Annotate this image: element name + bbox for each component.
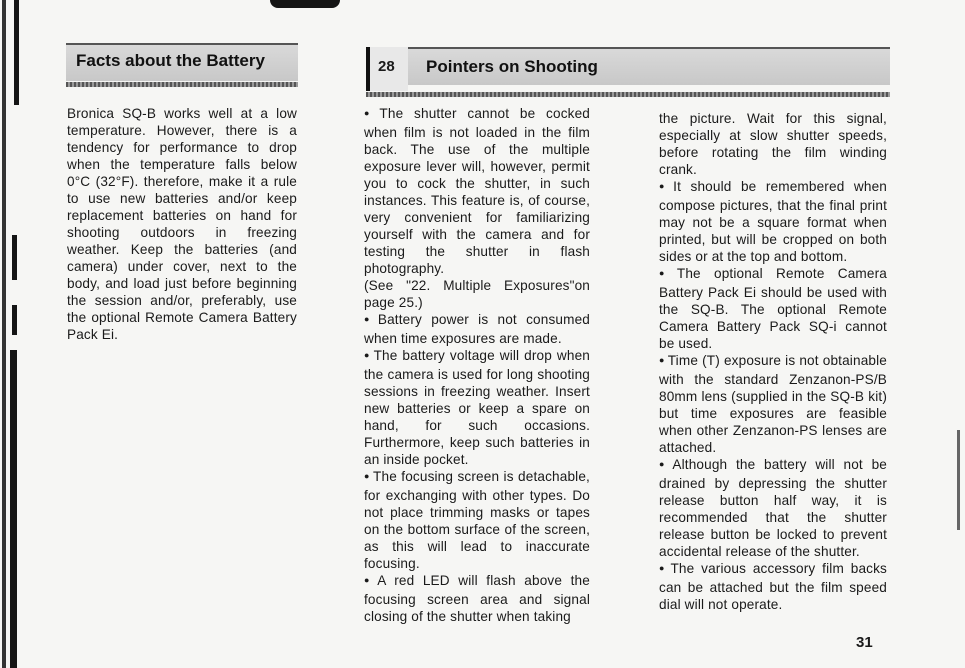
bullet-item: ● The focusing screen is detachable, for exchanging with other types. Do not place trimming masks or tapes on the bottom surface of the screen, as this will lead to inaccurate focusing.: [364, 468, 590, 572]
pointers-column-1: [364, 105, 590, 625]
bullet-item: ● Time (T) exposure is not obtainable with the standard Zenzanon-PS/B 80mm lens (supplied in the SQ-B kit) but time exposures are feasible when other Zenzanon-PS lenses are attached.: [659, 352, 887, 456]
header-underline: [366, 92, 890, 97]
bullet-item: ● The shutter cannot be cocked when film is not loaded in the film back. The use of the multiple exposure lever will, however, permit you to cock the shutter, in such instances. This feature is, of course, very convenient for familiarizing yourself with the camera and for testing the shutter in flash photography.: [364, 105, 590, 277]
bullet-item: ● It should be remembered when compose pictures, that the final print may not be a square format when printed, but will be cropped on both sides or at the top and bottom.: [659, 178, 887, 265]
continuation-text: the picture. Wait for this signal, especially at slow shutter speeds, before rotating the film winding crank.: [659, 111, 887, 177]
see-note: (See "22. Multiple Exposures"on page 25.): [364, 278, 590, 310]
paragraph: Bronica SQ-B works well at a low temperature. However, there is a tendency for performance to drop when the temperature falls below 0°C (32°F). therefore, make it a rule to use new batteries and/or keep replacement batteries on hand for shooting outdoors in freezing weather. Keep the batteries (and camera) under cover, next to the body, and load just before beginning the session and/or, preferably, use the optional Remote Camera Battery Pack Ei.: [67, 106, 297, 342]
bullet-item: ● Battery power is not consumed when time exposures are made.: [364, 311, 590, 347]
scan-mark: [12, 305, 17, 335]
section-title: Facts about the Battery: [76, 51, 265, 70]
section-number: 28: [378, 58, 395, 75]
bullet-item: ● Although the battery will not be drained by depressing the shutter release button half way, it is recommended that the shutter release button be locked to prevent accidental release of the shutter.: [659, 456, 887, 560]
section-header-pointers: [404, 47, 890, 85]
scan-mark: [10, 350, 17, 668]
scan-edge: [957, 430, 960, 530]
bullet-item: ● A red LED will flash above the focusing screen area and signal closing of the shutter when taking: [364, 572, 590, 625]
bullet-item: ● The various accessory film backs can be attached but the film speed dial will not operate.: [659, 560, 887, 613]
scan-mark: [270, 0, 340, 8]
pointers-column-2: [659, 110, 887, 613]
section-header-battery: [66, 43, 298, 81]
page-number: 31: [856, 634, 873, 651]
scan-mark: [14, 0, 19, 105]
battery-facts-text: [67, 105, 297, 343]
scan-edge: [2, 0, 6, 668]
header-underline: [66, 82, 298, 87]
section-number-box: [366, 47, 408, 91]
bullet-item: ● The battery voltage will drop when the camera is used for long shooting sessions in freezing weather. Insert new batteries or keep a spare on hand, for such occasions. Furthermore, keep such batteries in an inside pocket.: [364, 347, 590, 468]
bullet-item: ● The optional Remote Camera Battery Pack Ei should be used with the SQ-B. The optional Remote Camera Battery Pack SQ-i cannot be used.: [659, 265, 887, 352]
scan-mark: [12, 235, 17, 280]
section-title: Pointers on Shooting: [426, 57, 598, 76]
